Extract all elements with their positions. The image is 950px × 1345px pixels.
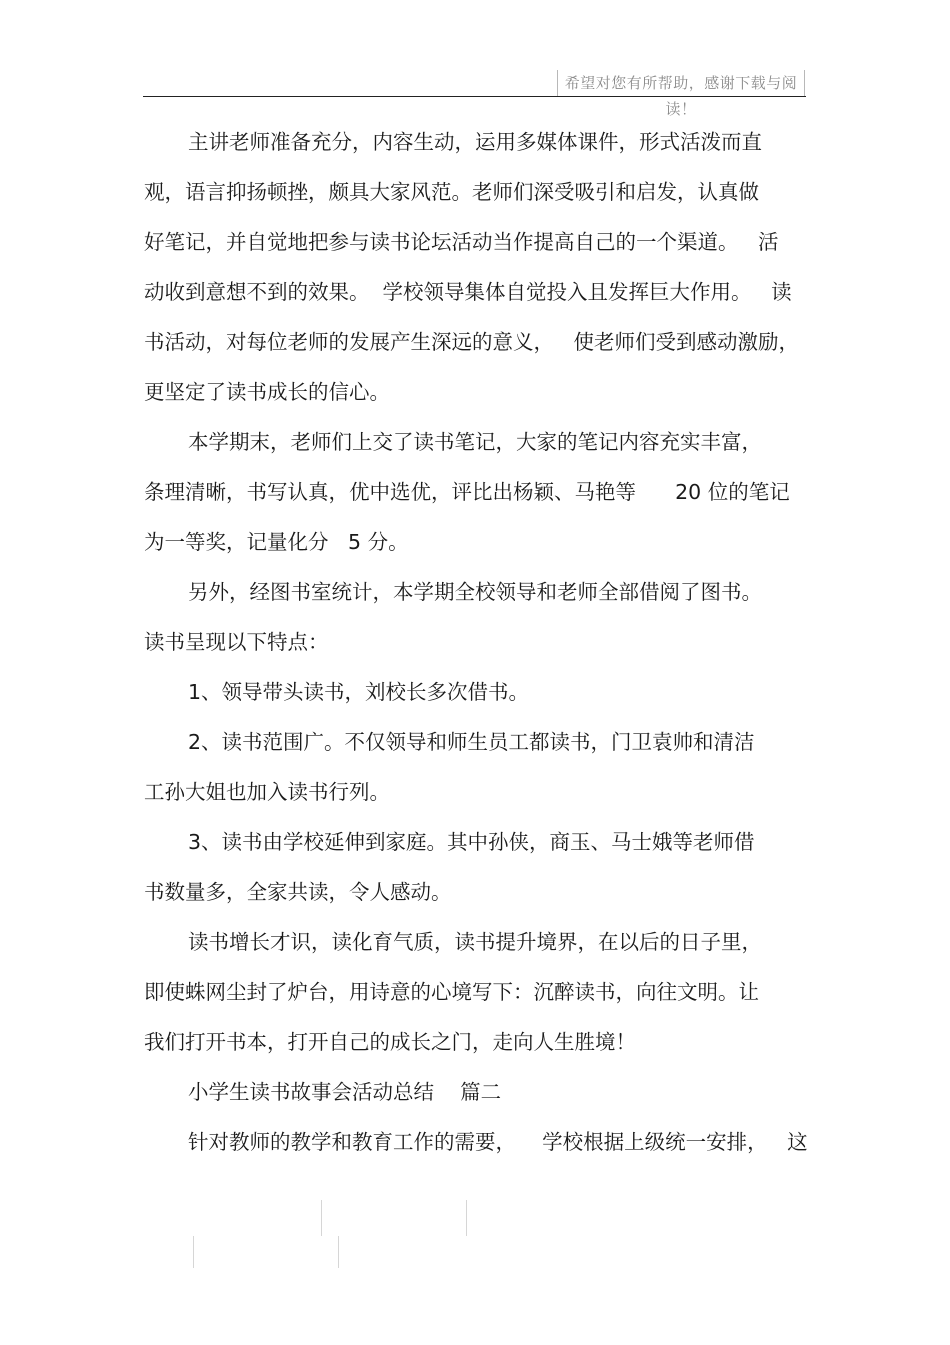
text-line: 我们打开书本，打开自己的成长之门，走向人生胜境！ <box>144 1030 636 1054</box>
text-line: 条理清晰，书写认真，优中选优，评比出杨颖、马艳等 20 位的笔记 <box>144 480 790 504</box>
scan-artifact-line <box>466 1200 467 1236</box>
scan-artifact-line <box>338 1236 339 1268</box>
header-rule <box>143 96 806 97</box>
text-line: 为一等奖，记量化分 5 分。 <box>144 530 409 554</box>
text-line: 另外，经图书室统计，本学期全校领导和老师全部借阅了图书。 <box>188 580 762 604</box>
header-note: 希望对您有所帮助，感谢下载与阅读！ <box>557 70 805 96</box>
list-item: 3、读书由学校延伸到家庭。其中孙侠，商玉、马士娥等老师借 <box>188 830 755 854</box>
text-line: 工孙大姐也加入读书行列。 <box>144 780 390 804</box>
text-line: 主讲老师准备充分，内容生动，运用多媒体课件，形式活泼而直 <box>188 130 762 154</box>
text-line: 本学期末，老师们上交了读书笔记，大家的笔记内容充实丰富， <box>188 430 762 454</box>
text-line: 观，语言抑扬顿挫，颇具大家风范。老师们深受吸引和启发，认真做 <box>144 180 759 204</box>
scan-artifact-line <box>193 1236 194 1268</box>
text-line: 书活动，对每位老师的发展产生深远的意义， 使老师们受到感动激励， <box>144 330 800 354</box>
text-line: 针对教师的教学和教育工作的需要， 学校根据上级统一安排， 这 <box>188 1130 808 1154</box>
text-line: 动收到意想不到的效果。 学校领导集体自觉投入且发挥巨大作用。 读 <box>144 280 792 304</box>
text-line: 读书增长才识，读化育气质，读书提升境界，在以后的日子里， <box>188 930 762 954</box>
text-line: 更坚定了读书成长的信心。 <box>144 380 390 404</box>
text-line: 好笔记，并自觉地把参与读书论坛活动当作提高自己的一个渠道。 活 <box>144 230 779 254</box>
scan-artifact-line <box>321 1200 322 1236</box>
list-item: 2、读书范围广。不仅领导和师生员工都读书，门卫袁帅和清洁 <box>188 730 755 754</box>
text-line: 书数量多，全家共读，令人感动。 <box>144 880 452 904</box>
section-heading: 小学生读书故事会活动总结 篇二 <box>188 1080 502 1104</box>
text-line: 读书呈现以下特点： <box>144 630 329 654</box>
list-item: 1、领导带头读书，刘校长多次借书。 <box>188 680 530 704</box>
text-line: 即使蛛网尘封了炉台，用诗意的心境写下：沉醉读书，向往文明。让 <box>144 980 759 1004</box>
